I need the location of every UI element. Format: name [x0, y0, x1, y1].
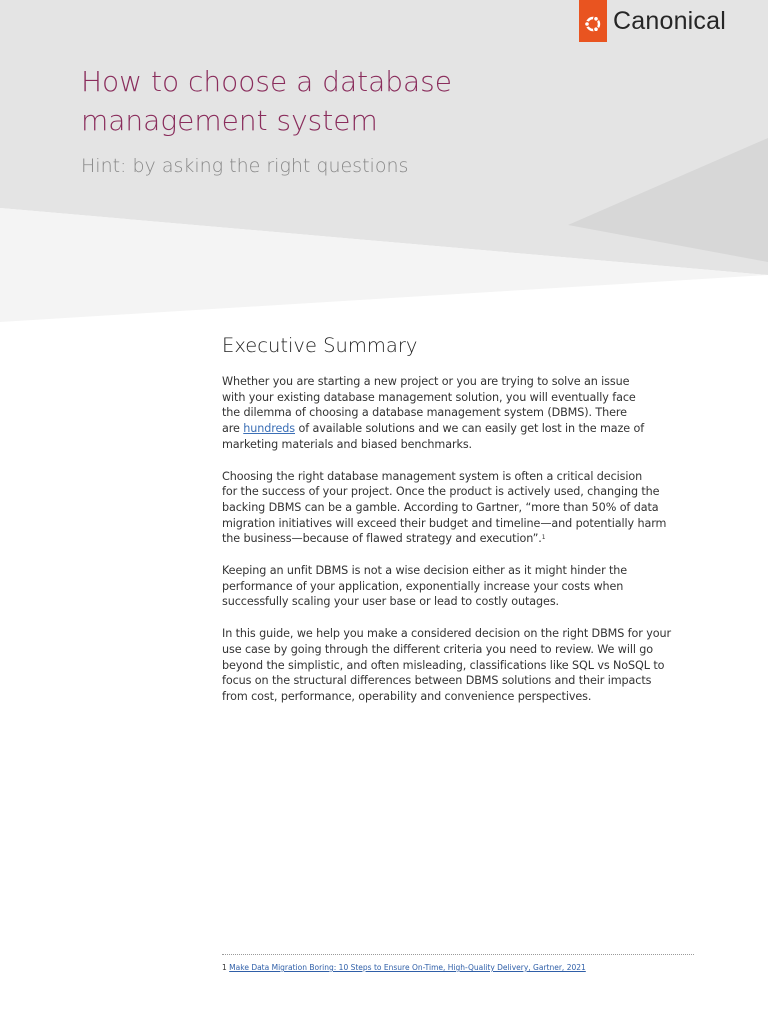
paragraph-line: the dilemma of choosing a database management system (DBMS). There [222, 406, 627, 420]
canonical-logo [579, 0, 726, 42]
paragraph-line: Keeping an unfit DBMS is not a wise decision either as it might hinder the [222, 564, 628, 578]
document-subtitle: Hint: by asking the right questions [81, 155, 409, 177]
paragraph-line: with your existing database management solution, you will eventually face [222, 390, 636, 404]
paragraph-4 [222, 626, 692, 705]
text-fragment: are [222, 422, 244, 436]
text-fragment: the business—because of flawed strategy and execution”. [222, 532, 542, 546]
paragraph-line: use case by going through the different criteria you need to review. We will go [222, 642, 654, 656]
paragraph-line: backing DBMS can be a gamble. According to Gartner, “more than 50% of data [222, 500, 659, 514]
paragraph-line: from cost, performance, operability and convenience perspectives. [222, 689, 592, 703]
circle-of-friends-icon [579, 0, 607, 42]
executive-summary-section [222, 332, 692, 721]
paragraph-line: Choosing the right database management system is often a critical decision [222, 469, 643, 483]
paragraph-line: Whether you are starting a new project or you are trying to solve an issue [222, 375, 630, 388]
text-fragment: of available solutions and we can easily get lost in the maze of [295, 422, 645, 436]
title-line-1: How to choose a database [81, 65, 452, 98]
paragraph-line: beyond the simplistic, and often misleading, classifications like SQL vs NoSQL to [222, 658, 665, 672]
section-heading: Executive Summary [222, 334, 418, 357]
footnote-number: 1 [222, 963, 227, 972]
footnote-link[interactable]: Make Data Migration Boring: 10 Steps to Ensure On-Time, High-Quality Delivery, Gartner, 2021 [229, 963, 586, 972]
brand-name: Canonical [613, 7, 726, 35]
paragraph-line [222, 531, 692, 547]
paragraph-line: marketing materials and biased benchmarks. [222, 437, 473, 451]
paragraph-line: for the success of your project. Once the product is actively used, changing the [222, 485, 660, 499]
paragraph-line [222, 421, 692, 437]
paragraph-line: performance of your application, exponentially increase your costs when [222, 579, 624, 593]
paragraph-line: migration initiatives will exceed their budget and timeline—and potentially harm [222, 516, 667, 530]
footnote [222, 963, 586, 972]
paragraph-line: successfully scaling your user base or lead to costly outages. [222, 595, 560, 609]
paragraph-line: In this guide, we help you make a considered decision on the right DBMS for your [222, 627, 671, 641]
paragraph-1 [222, 374, 692, 453]
paragraph-2 [222, 469, 692, 548]
canonical-logo-mark [579, 0, 607, 42]
hundreds-link[interactable]: hundreds [243, 422, 295, 436]
footnote-reference: 1 [541, 534, 546, 542]
title-line-2: management system [81, 104, 378, 137]
footnote-divider [222, 954, 694, 955]
paragraph-line: focus on the structural differences between DBMS solutions and their impacts [222, 674, 652, 688]
paragraph-3 [222, 563, 692, 610]
document-title [81, 62, 541, 140]
